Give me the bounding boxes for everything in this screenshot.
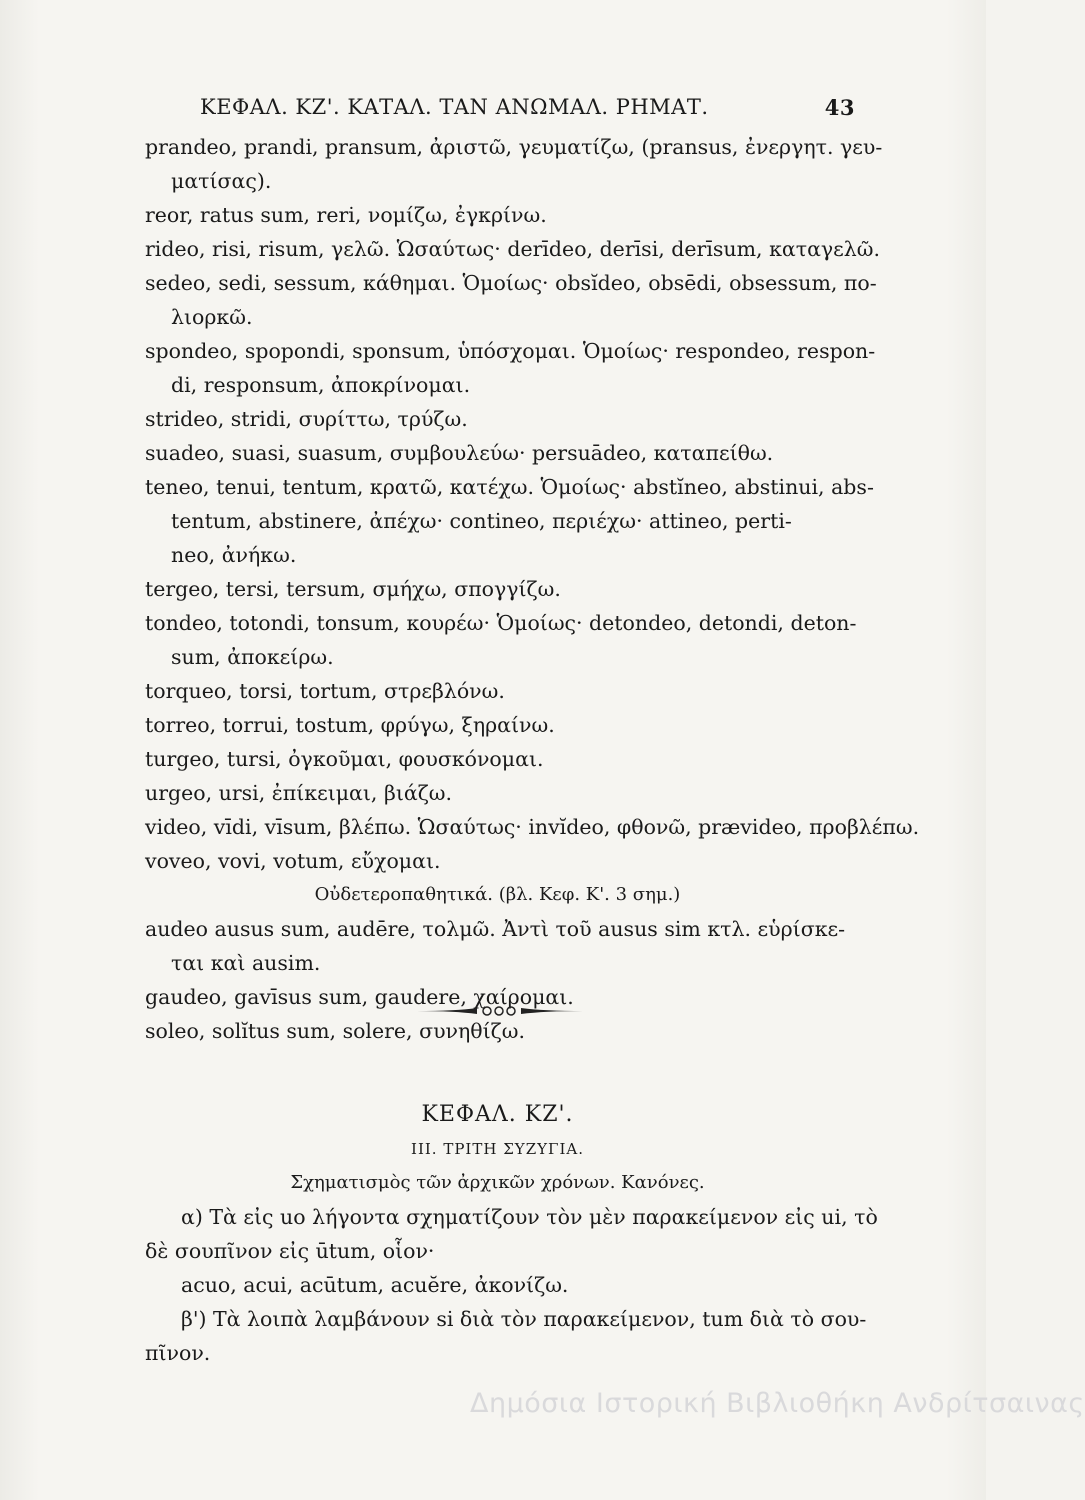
- text-line: teneo, tenui, tentum, κρατῶ, κατέχω. Ὁμοίως· abstĭneo, abstinui, abs-: [145, 475, 874, 499]
- page-number: 43: [824, 95, 855, 120]
- rule-line: δὲ σουπῖνον εἰς ūtum, οἷον·: [145, 1239, 435, 1263]
- example-line: acuo, acui, acūtum, acuĕre, ἀκονίζω.: [181, 1273, 569, 1297]
- text-line: reor, ratus sum, reri, νομίζω, ἐγκρίνω.: [145, 203, 547, 227]
- rule-line: πῖνον.: [145, 1341, 211, 1365]
- divider-ornament: [415, 1002, 585, 1018]
- text-line: tentum, abstinere, ἀπέχω· contineo, περιέχω· attineo, perti-: [171, 509, 792, 533]
- text-line: suadeo, suasi, suasum, συμβουλεύω· persuādeo, καταπείθω.: [145, 441, 774, 465]
- text-line: tondeo, totondi, tonsum, κουρέω· Ὁμοίως· detondeo, detondi, deton-: [145, 611, 857, 635]
- text-line: tergeo, tersi, tersum, σμήχω, σπογγίζω.: [145, 577, 561, 601]
- text-line: spondeo, spopondi, sponsum, ὑπόσχομαι. Ὁμοίως· respondeo, respon-: [145, 339, 876, 363]
- text-line: rideo, risi, risum, γελῶ. Ὡσαύτως· derīdeo, derīsi, derīsum, καταγελῶ.: [145, 237, 881, 261]
- text-line: strideo, stridi, συρίττω, τρύζω.: [145, 407, 468, 431]
- text-line: torreo, torrui, tostum, φρύγω, ξηραίνω.: [145, 713, 555, 737]
- chapter-subtitle: Σχηματισμὸς τῶν ἀρχικῶν χρόνων. Κανόνες.: [290, 1172, 705, 1193]
- text-line: λιορκῶ.: [171, 305, 253, 329]
- text-line: video, vīdi, vīsum, βλέπω. Ὡσαύτως· invĭdeo, φθονῶ, prævideo, προβλέπω.: [145, 815, 920, 839]
- section-label: Οὐδετεροπαθητικά. (βλ. Κεφ. Κ'. 3 σημ.): [314, 884, 681, 905]
- rule-line: α) Τὰ εἰς uo λήγοντα σχηματίζουν τὸν μὲν παρακείμενον εἰς ui, τὸ: [181, 1205, 878, 1229]
- text-line: gaudeo, gavīsus sum, gaudere, χαίρομαι.: [145, 985, 574, 1009]
- text-line: ματίσας).: [171, 169, 272, 193]
- text-line: turgeo, tursi, ὀγκοῦμαι, φουσκόνομαι.: [145, 747, 544, 771]
- text-line: neo, ἀνήκω.: [171, 543, 297, 567]
- running-title: ΚΕΦΑΛ. ΚΖ'. ΚΑΤΑΛ. ΤΑΝ ΑΝΩΜΑΛ. ΡΗΜΑΤ.: [200, 95, 709, 119]
- text-line: voveo, vovi, votum, εὔχομαι.: [145, 849, 441, 873]
- text-line: audeo ausus sum, audēre, τολμῶ. Ἀντὶ τοῦ ausus sim κτλ. εὑρίσκε-: [145, 917, 846, 941]
- text-line: urgeo, ursi, ἐπίκειμαι, βιάζω.: [145, 781, 453, 805]
- text-line: ται καὶ ausim.: [171, 951, 321, 975]
- text-line: prandeo, prandi, pransum, ἀριστῶ, γευματίζω, (pransus, ἐνεργητ. γευ-: [145, 135, 883, 159]
- rule-line: β') Τὰ λοιπὰ λαμβάνουν si διὰ τὸν παρακείμενον, tum διὰ τὸ σου-: [181, 1307, 867, 1331]
- chapter-heading: ΚΕΦΑΛ. ΚΖ'.: [421, 1102, 574, 1127]
- text-line: torqueo, torsi, tortum, στρεβλόνω.: [145, 679, 505, 703]
- text-line: sedeo, sedi, sessum, κάθημαι. Ὁμοίως· obsĭdeo, obsēdi, obsessum, πο-: [145, 271, 877, 295]
- library-watermark: Δημόσια Ιστορική Βιβλιοθήκη Ανδρίτσαινας: [470, 1388, 1085, 1419]
- text-line: soleo, solĭtus sum, solere, συνηθίζω.: [145, 1019, 526, 1043]
- text-line: sum, ἀποκείρω.: [171, 645, 334, 669]
- spacer: [145, 1048, 850, 1098]
- chapter-subheading: III. ΤΡΙΤΗ ΣΥΖΥΓΙΑ.: [411, 1140, 584, 1158]
- page-body: [145, 130, 920, 1370]
- text-line: di, responsum, ἀποκρίνομαι.: [171, 373, 471, 397]
